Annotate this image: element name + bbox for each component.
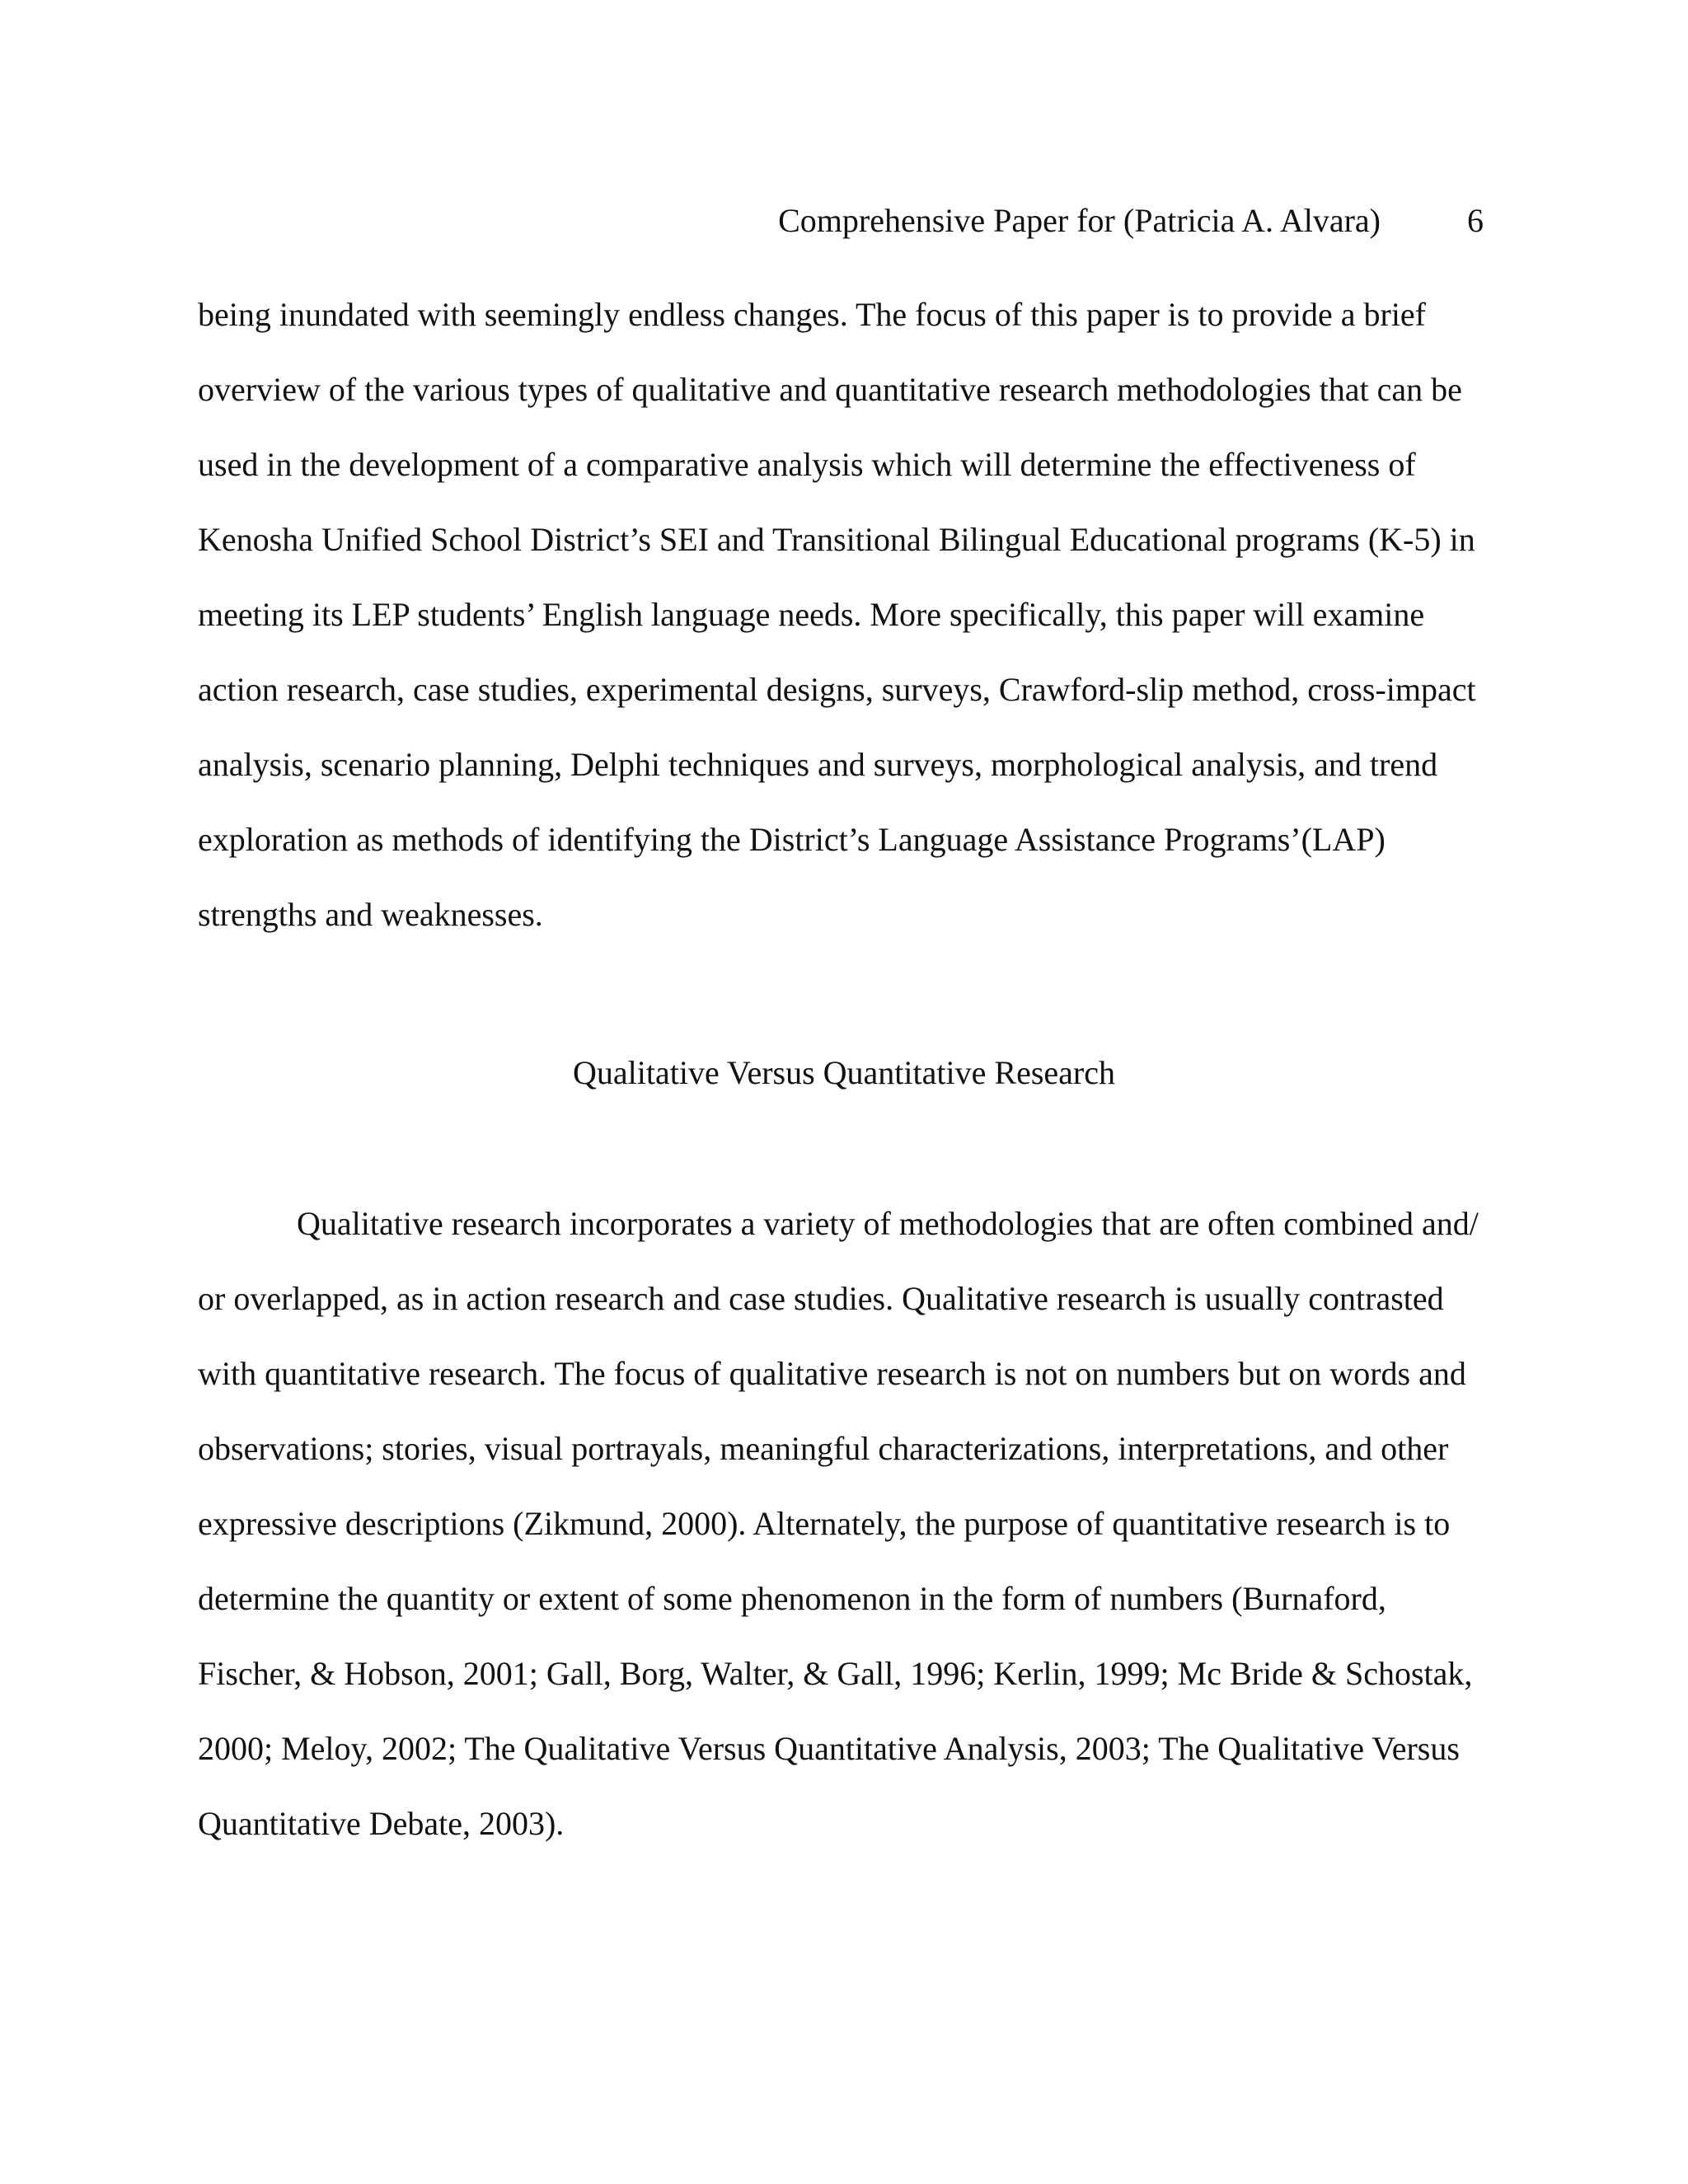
paragraph-line: exploration as methods of identifying the District’s Language Assistance Programs’(LAP) (198, 821, 1386, 858)
paragraph-line: meeting its LEP students’ English language needs. More specifically, this paper will examine (198, 596, 1425, 633)
paragraph-line: Kenosha Unified School District’s SEI and Transitional Bilingual Educational programs (K-5) in (198, 521, 1475, 558)
paragraph-line: used in the development of a comparative analysis which will determine the effectiveness of (198, 446, 1416, 483)
paragraph-line: Quantitative Debate, 2003). (198, 1805, 565, 1842)
paragraph-line: overview of the various types of qualitative and quantitative research methodologies that can be (198, 371, 1462, 408)
section-heading: Qualitative Versus Quantitative Research (573, 1054, 1115, 1091)
paragraph-line: Qualitative research incorporates a variety of methodologies that are often combined and/ (297, 1205, 1479, 1242)
paragraph-line: strengths and weaknesses. (198, 896, 543, 933)
running-head-title: Comprehensive Paper for (Patricia A. Alvara) (778, 202, 1381, 239)
paragraph-line: observations; stories, visual portrayals, meaningful characterizations, interpretations, and other (198, 1430, 1449, 1467)
paragraph-line: analysis, scenario planning, Delphi techniques and surveys, morphological analysis, and trend (198, 746, 1438, 783)
paragraph-line: 2000; Meloy, 2002; The Qualitative Versus Quantitative Analysis, 2003; The Qualitative Versus (198, 1730, 1460, 1767)
running-head (0, 196, 1484, 246)
paragraph-line: with quantitative research. The focus of qualitative research is not on numbers but on words and (198, 1355, 1466, 1392)
paragraph-line: or overlapped, as in action research and case studies. Qualitative research is usually contrasted (198, 1280, 1444, 1317)
paragraph-line: Fischer, & Hobson, 2001; Gall, Borg, Walter, & Gall, 1996; Kerlin, 1999; Mc Bride & Schostak, (198, 1655, 1473, 1692)
paragraph-line: expressive descriptions (Zikmund, 2000). Alternately, the purpose of quantitative research is to (198, 1505, 1451, 1542)
paragraph-line: being inundated with seemingly endless changes. The focus of this paper is to provide a brief (198, 296, 1426, 333)
paragraph-line: determine the quantity or extent of some phenomenon in the form of numbers (Burnaford, (198, 1580, 1386, 1617)
page-number: 6 (1467, 202, 1484, 239)
paragraph-line: action research, case studies, experimental designs, surveys, Crawford-slip method, cross-impact (198, 671, 1476, 708)
